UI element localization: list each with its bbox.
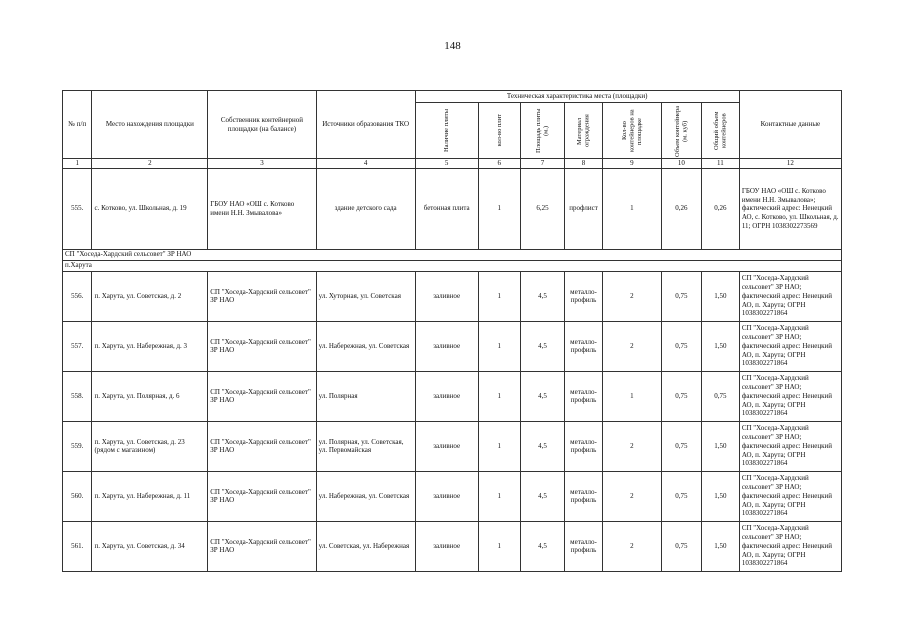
header-tech-group: Техническая характеристика места (площадки): [415, 91, 739, 103]
cell-contacts: СП "Хоседа-Хардский сельсовет" ЗР НАО; фактический адрес: Ненецкий АО, п. Харута; ОГРН 1038302271864: [739, 471, 841, 521]
cell-contacts: СП "Хоседа-Хардский сельсовет" ЗР НАО; фактический адрес: Ненецкий АО, п. Харута; ОГРН 1038302271864: [739, 321, 841, 371]
cell-owner: ГБОУ НАО «ОШ с. Котково имени Н.Н. Змывалова»: [208, 168, 316, 249]
column-number: 5: [415, 159, 478, 169]
cell-sources: ул. Полярная: [316, 371, 415, 421]
cell-fence: металло-профиль: [565, 521, 603, 571]
cell-container-count: 2: [602, 521, 661, 571]
cell-num: 559.: [63, 421, 92, 471]
column-number: 3: [208, 159, 316, 169]
header-num: № п/п: [63, 91, 92, 159]
cell-container-volume: 0,26: [661, 168, 701, 249]
cell-container-volume: 0,75: [661, 321, 701, 371]
cell-slab-count: 1: [478, 421, 520, 471]
table-body: [63, 168, 842, 571]
container-sites-table: [62, 90, 842, 572]
column-number: 10: [661, 159, 701, 169]
cell-total-volume: 0,26: [701, 168, 739, 249]
cell-container-count: 2: [602, 471, 661, 521]
cell-owner: СП "Хоседа-Хардский сельсовет" ЗР НАО: [208, 421, 316, 471]
cell-surface: заливное: [415, 521, 478, 571]
cell-container-volume: 0,75: [661, 271, 701, 321]
cell-sources: ул. Советская, ул. Набережная: [316, 521, 415, 571]
cell-sources: ул. Набережная, ул. Советская: [316, 321, 415, 371]
cell-total-volume: 1,50: [701, 471, 739, 521]
header-owner: Собственник контейнерной площадки (на балансе): [208, 91, 316, 159]
cell-location: п. Харута, ул. Советская, д. 34: [92, 521, 208, 571]
column-number: 11: [701, 159, 739, 169]
cell-total-volume: 1,50: [701, 321, 739, 371]
cell-container-count: 2: [602, 421, 661, 471]
column-number: 1: [63, 159, 92, 169]
cell-slab-area: 4,5: [520, 271, 564, 321]
cell-num: 557.: [63, 321, 92, 371]
column-number: 9: [602, 159, 661, 169]
cell-slab-count: 1: [478, 321, 520, 371]
cell-contacts: СП "Хоседа-Хардский сельсовет" ЗР НАО; фактический адрес: Ненецкий АО, п. Харута; ОГРН 1038302271864: [739, 521, 841, 571]
cell-contacts: СП "Хоседа-Хардский сельсовет" ЗР НАО; фактический адрес: Ненецкий АО, п. Харута; ОГРН 1038302271864: [739, 371, 841, 421]
cell-slab-count: 1: [478, 521, 520, 571]
cell-owner: СП "Хоседа-Хардский сельсовет" ЗР НАО: [208, 371, 316, 421]
cell-location: п. Харута, ул. Набережная, д. 11: [92, 471, 208, 521]
cell-sources: ул. Полярная, ул. Советская, ул. Первомайская: [316, 421, 415, 471]
cell-contacts: СП "Хоседа-Хардский сельсовет" ЗР НАО; фактический адрес: Ненецкий АО, п. Харута; ОГРН 1038302271864: [739, 421, 841, 471]
table-row: [63, 421, 842, 471]
header-container-volume: [661, 103, 701, 159]
cell-slab-count: 1: [478, 471, 520, 521]
cell-owner: СП "Хоседа-Хардский сельсовет" ЗР НАО: [208, 271, 316, 321]
cell-slab-area: 4,5: [520, 421, 564, 471]
cell-fence: металло-профиль: [565, 371, 603, 421]
cell-container-count: 1: [602, 168, 661, 249]
cell-owner: СП "Хоседа-Хардский сельсовет" ЗР НАО: [208, 471, 316, 521]
column-number: 4: [316, 159, 415, 169]
header-slab-area: [520, 103, 564, 159]
header-fence: [565, 103, 603, 159]
cell-container-count: 2: [602, 271, 661, 321]
header-container-count: [602, 103, 661, 159]
section-title: СП "Хоседа-Хардский сельсовет" ЗР НАО: [63, 249, 842, 260]
cell-contacts: ГБОУ НАО «ОШ с. Котково имени Н.Н. Змывалова»; фактический адрес: Ненецкий АО, с. Котково, ул. Школьная, д. 11; ОГРН 1038302273569: [739, 168, 841, 249]
header-surface: [415, 103, 478, 159]
cell-fence: металло-профиль: [565, 321, 603, 371]
cell-num: 558.: [63, 371, 92, 421]
header-slab-area-text: Площадь плиты (м.): [534, 108, 550, 153]
cell-slab-count: 1: [478, 168, 520, 249]
cell-location: п. Харута, ул. Набережная, д. 3: [92, 321, 208, 371]
header-sources: Источники образования ТКО: [316, 91, 415, 159]
cell-owner: СП "Хоседа-Хардский сельсовет" ЗР НАО: [208, 321, 316, 371]
header-slab-count: [478, 103, 520, 159]
cell-slab-area: 6,25: [520, 168, 564, 249]
cell-surface: заливное: [415, 271, 478, 321]
cell-fence: профлист: [565, 168, 603, 249]
subsection-row: [63, 260, 842, 271]
cell-slab-area: 4,5: [520, 521, 564, 571]
column-number: 12: [739, 159, 841, 169]
cell-slab-count: 1: [478, 371, 520, 421]
cell-location: п. Харута, ул. Полярная, д. 6: [92, 371, 208, 421]
cell-container-volume: 0,75: [661, 371, 701, 421]
cell-total-volume: 1,50: [701, 521, 739, 571]
section-row: [63, 249, 842, 260]
header-contacts: Контактные данные: [739, 91, 841, 159]
header-location: Место нахождения площадки: [92, 91, 208, 159]
header-total-volume: [701, 103, 739, 159]
cell-num: 556.: [63, 271, 92, 321]
cell-container-volume: 0,75: [661, 521, 701, 571]
cell-surface: бетонная плита: [415, 168, 478, 249]
cell-surface: заливное: [415, 371, 478, 421]
cell-contacts: СП "Хоседа-Хардский сельсовет" ЗР НАО; фактический адрес: Ненецкий АО, п. Харута; ОГРН 1038302271864: [739, 271, 841, 321]
page-number: 148: [444, 40, 461, 52]
table-row: [63, 521, 842, 571]
table-row: [63, 168, 842, 249]
header-container-volume-text: Объем контейнера (м. куб): [673, 104, 689, 157]
cell-num: 560.: [63, 471, 92, 521]
cell-container-count: 2: [602, 321, 661, 371]
cell-surface: заливное: [415, 321, 478, 371]
header-total-volume-text: Общий объем контейнеров: [712, 111, 728, 150]
cell-container-volume: 0,75: [661, 421, 701, 471]
cell-num: 555.: [63, 168, 92, 249]
cell-fence: металло-профиль: [565, 471, 603, 521]
table-row: [63, 371, 842, 421]
subsection-title: п.Харута: [63, 260, 842, 271]
column-number: 2: [92, 159, 208, 169]
cell-owner: СП "Хоседа-Хардский сельсовет" ЗР НАО: [208, 521, 316, 571]
table-row: [63, 471, 842, 521]
header-slab-count-text: кол-во плит: [495, 114, 503, 147]
cell-slab-area: 4,5: [520, 321, 564, 371]
column-number: 6: [478, 159, 520, 169]
cell-fence: металло-профиль: [565, 271, 603, 321]
cell-slab-area: 4,5: [520, 471, 564, 521]
cell-fence: металло-профиль: [565, 421, 603, 471]
cell-sources: ул. Хуторная, ул. Советская: [316, 271, 415, 321]
cell-slab-area: 4,5: [520, 371, 564, 421]
cell-total-volume: 1,50: [701, 271, 739, 321]
column-number: 7: [520, 159, 564, 169]
column-number: 8: [565, 159, 603, 169]
cell-container-count: 1: [602, 371, 661, 421]
cell-surface: заливное: [415, 471, 478, 521]
table-row: [63, 321, 842, 371]
cell-total-volume: 1,50: [701, 421, 739, 471]
cell-location: п. Харута, ул. Советская, д. 23 (рядом с магазином): [92, 421, 208, 471]
cell-num: 561.: [63, 521, 92, 571]
cell-slab-count: 1: [478, 271, 520, 321]
header-surface-text: Наличие плиты: [442, 108, 450, 153]
header-fence-text: Материал ограждения: [576, 114, 591, 147]
table-row: [63, 271, 842, 321]
column-number-row: [63, 159, 842, 169]
cell-sources: здание детского сада: [316, 168, 415, 249]
cell-total-volume: 0,75: [701, 371, 739, 421]
cell-sources: ул. Набережная, ул. Советская: [316, 471, 415, 521]
table-header: [63, 91, 842, 169]
header-container-count-text: Кол-во контейнеров на площадке: [620, 109, 643, 152]
cell-location: п. Харута, ул. Советская, д. 2: [92, 271, 208, 321]
cell-location: с. Котково, ул. Школьная, д. 19: [92, 168, 208, 249]
cell-surface: заливное: [415, 421, 478, 471]
cell-container-volume: 0,75: [661, 471, 701, 521]
